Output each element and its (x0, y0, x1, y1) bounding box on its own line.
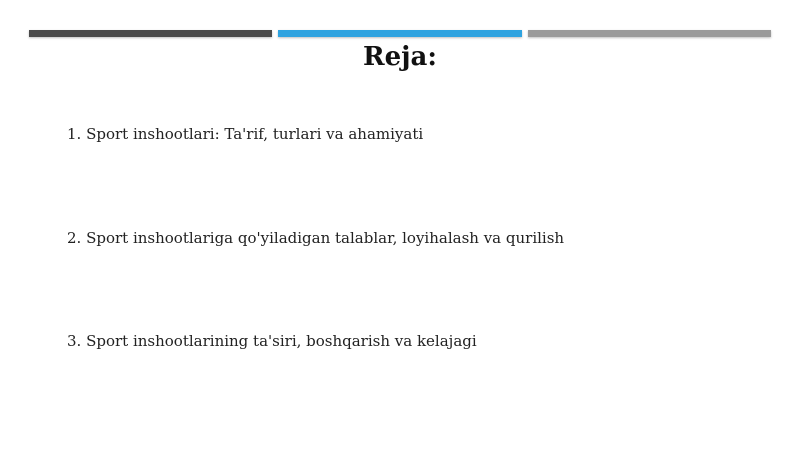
plan-item-3: 3. Sport inshootlarining ta'siri, boshqarish va kelajagi (67, 332, 477, 350)
plan-item-1: 1. Sport inshootlari: Ta'rif, turlari va ahamiyati (67, 125, 424, 143)
accent-bar-blue (278, 30, 522, 37)
header-accent-bars (29, 30, 771, 38)
accent-bar-dark (29, 30, 272, 37)
slide-title: Reja: (362, 42, 437, 72)
accent-bar-gray (528, 30, 771, 37)
plan-item-2: 2. Sport inshootlariga qo'yiladigan talablar, loyihalash va qurilish (67, 229, 565, 247)
